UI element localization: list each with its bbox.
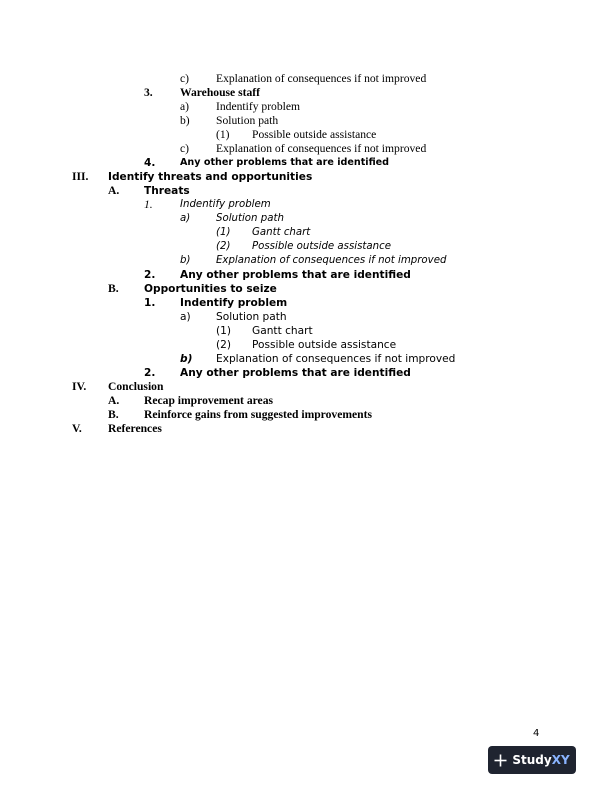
item-marker: c) — [180, 72, 190, 85]
item-text: Any other problems that are identified — [180, 157, 390, 168]
item-text: Opportunities to seize — [144, 283, 277, 295]
item-text: Solution path — [216, 213, 284, 224]
item-text: Indentify problem — [180, 199, 271, 210]
item-marker: A. — [108, 394, 120, 407]
studyxy-logo[interactable] — [488, 746, 576, 774]
item-text: Possible outside assistance — [252, 241, 391, 252]
item-text: Recap improvement areas — [144, 394, 274, 407]
item-marker: 1. — [144, 198, 153, 211]
item-text: Conclusion — [108, 380, 164, 393]
item-marker: c) — [180, 142, 190, 155]
item-text: Solution path — [216, 114, 279, 127]
item-text: References — [108, 422, 162, 435]
item-text: Explanation of consequences if not improved — [216, 255, 447, 266]
item-marker: 2. — [144, 367, 156, 379]
logo-text-accent: XY — [551, 753, 570, 767]
item-text: Solution path — [216, 311, 287, 323]
item-marker: b) — [180, 114, 190, 127]
item-marker: 1. — [144, 297, 156, 309]
item-marker: IV. — [72, 380, 87, 393]
page-number: 4 — [533, 728, 540, 739]
item-marker: (1) — [216, 325, 232, 337]
item-marker: 3. — [144, 86, 153, 99]
item-marker: (1) — [216, 227, 231, 238]
item-text: Identify threats and opportunities — [108, 171, 313, 183]
item-text: Explanation of consequences if not improved — [216, 353, 456, 365]
item-marker: (2) — [216, 241, 231, 252]
item-text: Any other problems that are identified — [180, 269, 411, 281]
item-marker: III. — [72, 170, 89, 183]
item-marker: (2) — [216, 339, 232, 351]
item-text: Threats — [144, 185, 190, 197]
item-marker: V. — [72, 422, 82, 435]
item-text: Gantt chart — [252, 227, 311, 238]
item-text: Warehouse staff — [180, 86, 260, 99]
item-text: Possible outside assistance — [252, 128, 377, 141]
item-marker: a) — [180, 213, 191, 224]
item-text: Explanation of consequences if not improved — [216, 72, 427, 85]
item-marker: 4. — [144, 157, 156, 169]
logo-text — [512, 753, 569, 767]
item-marker: a) — [180, 311, 191, 323]
item-marker: b) — [180, 353, 193, 365]
item-text: Any other problems that are identified — [180, 367, 411, 379]
item-marker: a) — [180, 100, 190, 113]
item-text: Gantt chart — [252, 325, 313, 337]
logo-text-main: Study — [512, 753, 552, 767]
item-marker: b) — [180, 255, 191, 266]
item-text: Possible outside assistance — [252, 339, 397, 351]
item-text: Reinforce gains from suggested improvements — [144, 408, 372, 421]
item-marker: (1) — [216, 128, 230, 141]
item-text: Indentify problem — [180, 297, 288, 309]
item-marker: 2. — [144, 269, 156, 281]
item-text: Indentify problem — [216, 100, 301, 113]
item-marker: B. — [108, 408, 119, 421]
plus-icon — [494, 754, 507, 767]
item-marker: A. — [108, 184, 120, 197]
item-marker: B. — [108, 282, 119, 295]
item-text: Explanation of consequences if not improved — [216, 142, 427, 155]
